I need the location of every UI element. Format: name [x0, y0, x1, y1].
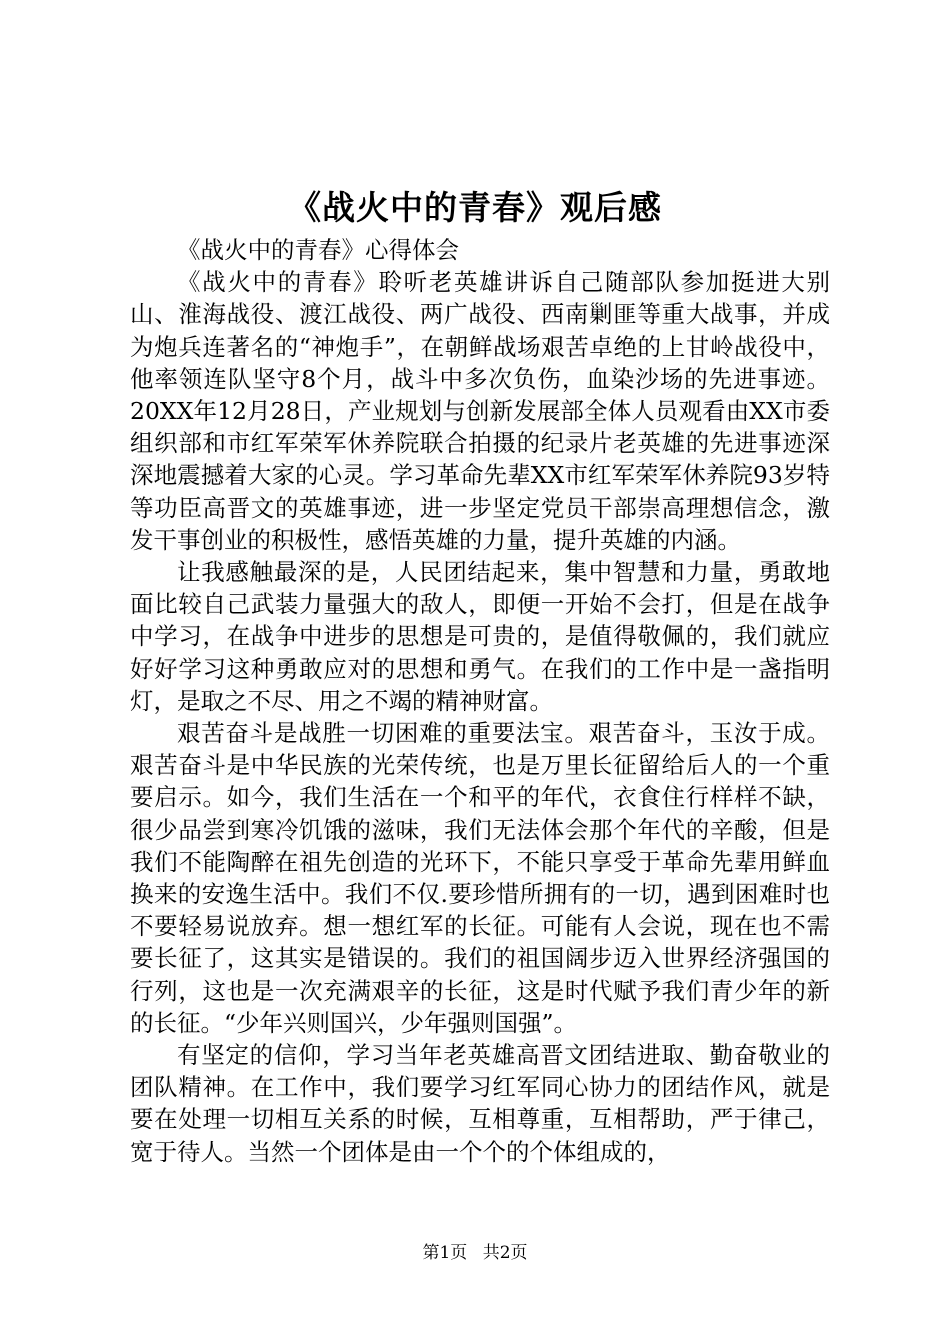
paragraph: 有坚定的信仰，学习当年老英雄高晋文团结进取、勤奋敬业的团队精神。在工作中，我们要学习红军同心协力的团结作风，就是要在处理一切相互关系的时候，互相尊重，互相帮助，严于律己，宽于待人。当然一个团体是由一个个的个体组成的，	[130, 1041, 830, 1166]
page-number: 第1页	[422, 1243, 468, 1263]
paragraph: 让我感触最深的是，人民团结起来，集中智慧和力量，勇敢地面比较自己武装力量强大的敌人，即便一开始不会打，但是在战争中学习，在战争中进步的思想是可贵的，是值得敬佩的，我们就应好好学习这种勇敢应对的思想和勇气。在我们的工作中是一盏指明灯，是取之不尽、用之不竭的精神财富。	[130, 558, 830, 715]
document-title: 《战火中的青春》观后感	[288, 188, 662, 227]
paragraph: 《战火中的青春》聆听老英雄讲诉自己随部队参加挺进大别山、淮海战役、渡江战役、两广战役、西南剿匪等重大战事，并成为炮兵连著名的“神炮手”，在朝鲜战场艰苦卓绝的上甘岭战役中，他率领连队坚守8个月，战斗中多次负伤，血染沙场的先进事迹。20XX年12月28日，产业规划与创新发展部全体人员观看由XX市委组织部和市红军荣军休养院联合拍摄的纪录片老英雄的先进事迹深深地震撼着大家的心灵。学习革命先辈XX市红军荣军休养院93岁特等功臣高晋文的英雄事迹，进一步坚定党员干部崇高理想信念，激发干事创业的积极性，感悟英雄的力量，提升英雄的内涵。	[130, 268, 830, 554]
paragraph: 艰苦奋斗是战胜一切困难的重要法宝。艰苦奋斗，玉汝于成。艰苦奋斗是中华民族的光荣传统，也是万里长征留给后人的一个重要启示。如今，我们生活在一个和平的年代，衣食住行样样不缺，很少品尝到寒冷饥饿的滋味，我们无法体会那个年代的辛酸，但是我们不能陶醉在祖先创造的光环下，不能只享受于革命先辈用鲜血换来的安逸生活中。我们不仅.要珍惜所拥有的一切，遇到困难时也不要轻易说放弃。想一想红军的长征。可能有人会说，现在也不需要长征了，这其实是错误的。我们的祖国阔步迈入世界经济强国的行列，这也是一次充满艰辛的长征，这是时代赋予我们青少年的新的长征。“少年兴则国兴，少年强则国强”。	[130, 719, 830, 1037]
page-total: 共2页	[482, 1243, 528, 1263]
document-body	[130, 234, 830, 1168]
page-footer	[0, 1241, 950, 1265]
paragraph-subtitle: 《战火中的青春》心得体会	[177, 236, 459, 264]
